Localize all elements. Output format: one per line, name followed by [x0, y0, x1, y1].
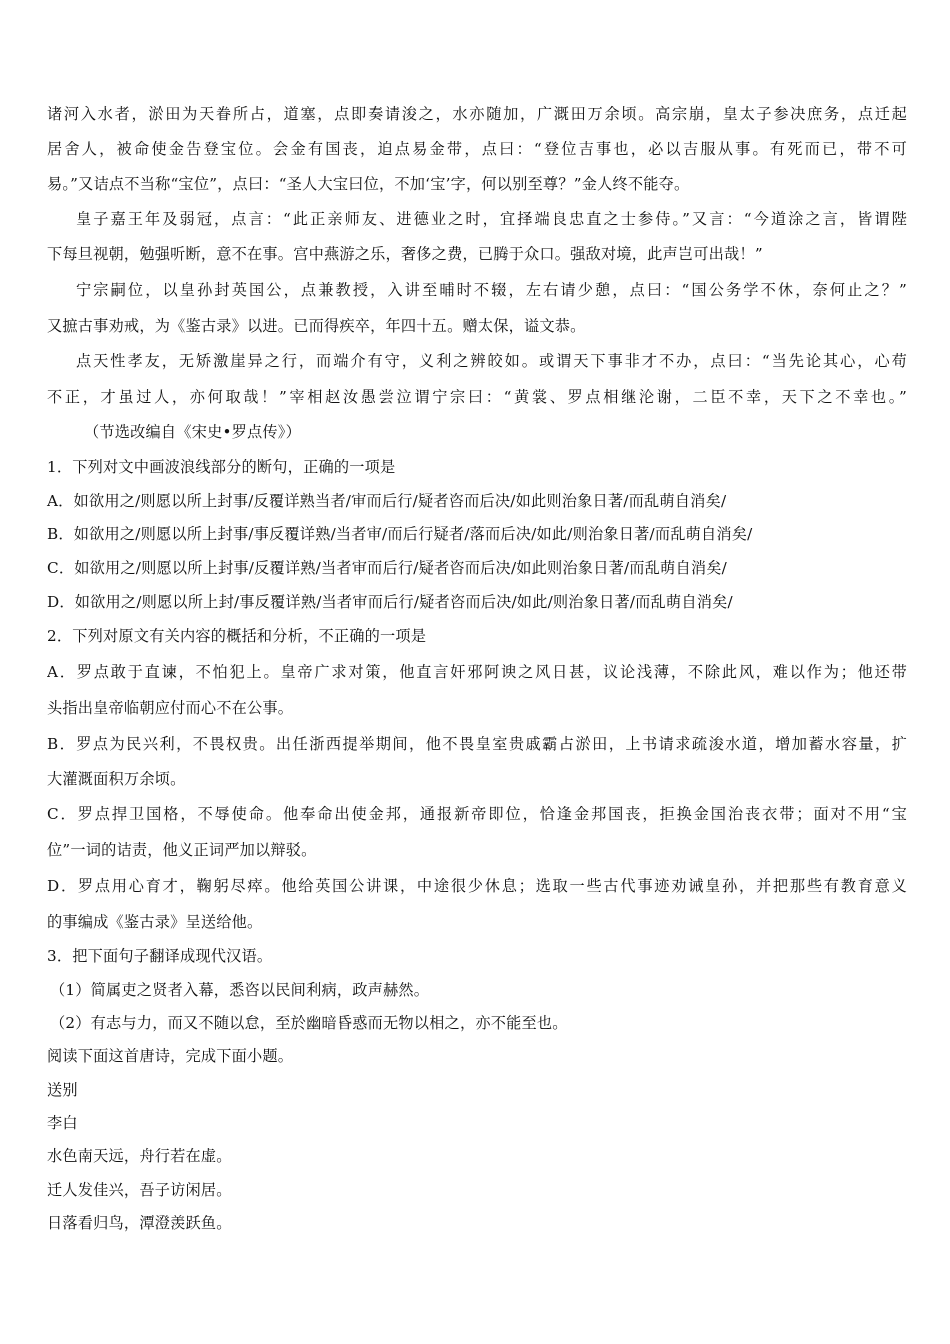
question-2-option-c-line: 位”一词的诘责，他义正词严加以辩驳。: [47, 841, 317, 859]
question-2-option-d-line: D．罗点用心育才，鞠躬尽瘁。他给英国公讲课，中途很少休息；选取一些古代事迹劝诫皇孙，并把那些有教育意义: [47, 877, 907, 895]
passage-line: 易。”又诘点不当称“宝位”，点曰：“圣人大宝曰位，不加‘宝’字，何以别至尊？”金人终不能夺。: [47, 175, 690, 193]
passage-line: 点天性孝友，无矫激崖异之行，而端介有守，义利之辨皎如。或谓天下事非才不办，点曰：“当先论其心，心苟: [76, 352, 907, 370]
question-2-option-d-line: 的事编成《鉴古录》呈送给他。: [47, 913, 263, 931]
poem-title: 送别: [47, 1081, 78, 1099]
question-2-stem: 2．下列对原文有关内容的概括和分析，不正确的一项是: [47, 627, 427, 645]
passage-line: 诸河入水者，淤田为天眷所占，道塞，点即奏请浚之，水亦随加，广溉田万余顷。高宗崩，皇太子参决庶务，点迁起: [47, 105, 907, 123]
passage-line: 居舍人，被命使金告登宝位。会金有国丧，迫点易金带，点曰：“登位吉事也，必以吉服从事。有死而已，带不可: [47, 140, 907, 158]
question-2-option-a-line: 头指出皇帝临朝应付而心不在公事。: [47, 699, 294, 717]
question-1-option-b: B．如欲用之/则愿以所上封事/事反覆详熟/当者审/而后行疑者/落而后决/如此/则治象日著/而乱萌自消矣/: [47, 525, 753, 543]
passage-line: 又摭古事劝戒，为《鉴古录》以进。已而得疾卒，年四十五。赠太保，谥文恭。: [47, 317, 586, 335]
passage-source: （节选改编自《宋史•罗点传》）: [84, 423, 301, 441]
poem-line: 迁人发佳兴，吾子访闲居。: [47, 1181, 232, 1199]
question-3-item-2: （2）有志与力，而又不随以怠，至於幽暗昏惑而无物以相之，亦不能至也。: [50, 1014, 568, 1032]
passage-line: 皇子嘉王年及弱冠，点言：“此正亲师友、进德业之时，宜择端良忠直之士参侍。”又言：“今道涂之言，皆谓陛: [76, 210, 907, 228]
passage-line: 下每旦视朝，勉强听断，意不在事。宫中燕游之乐，奢侈之费，已腾于众口。强敌对境，此声岂可出哉！”: [47, 245, 763, 263]
question-2-option-c-line: C．罗点捍卫国格，不辱使命。他奉命出使金邦，通报新帝即位，恰逢金邦国丧，拒换金国治丧衣带；面对不用“宝: [47, 805, 907, 823]
passage-line: 宁宗嗣位，以皇孙封英国公，点兼教授，入讲至晡时不辍，左右请少憩，点曰：“国公务学不休，奈何止之？”: [76, 281, 907, 299]
question-2-option-b-line: 大灌溉面积万余顷。: [47, 770, 186, 788]
question-1-option-c: C．如欲用之/则愿以所上封事/反覆详熟/当者审而后行/疑者咨而后决/如此则治象日著/而乱萌自消矣/: [47, 559, 727, 577]
passage-line: 不正，才虽过人，亦何取哉！”宰相赵汝愚尝泣谓宁宗曰：“黄裳、罗点相继沦谢，二臣不幸，天下之不幸也。”: [47, 388, 907, 406]
poem-line: 日落看归鸟，潭澄羡跃鱼。: [47, 1214, 232, 1232]
poem-intro: 阅读下面这首唐诗，完成下面小题。: [47, 1047, 294, 1065]
poem-line: 水色南天远，舟行若在虚。: [47, 1147, 232, 1165]
question-2-option-a-line: A．罗点敢于直谏，不怕犯上。皇帝广求对策，他直言奸邪阿谀之风日甚，议论浅薄，不除此风，难以作为；他还带: [47, 663, 907, 681]
question-1-option-a: A．如欲用之/则愿以所上封事/反覆详熟当者/审而后行/疑者咨而后决/如此则治象日著/而乱萌自消矣/: [47, 492, 727, 510]
question-1-option-d: D．如欲用之/则愿以所上封/事反覆详熟/当者审而后行/疑者咨而后决/如此/则治象日著/而乱萌自消矣/: [47, 593, 733, 611]
question-2-option-b-line: B．罗点为民兴利，不畏权贵。出任浙西提举期间，他不畏皇室贵戚霸占淤田，上书请求疏浚水道，增加蓄水容量，扩: [47, 735, 907, 753]
question-1-stem: 1．下列对文中画波浪线部分的断句，正确的一项是: [47, 458, 396, 476]
poem-author: 李白: [47, 1114, 78, 1132]
question-3-stem: 3．把下面句子翻译成现代汉语。: [47, 947, 273, 965]
question-3-item-1: （1）简属吏之贤者入幕，悉咨以民间利病，政声赫然。: [50, 981, 430, 999]
